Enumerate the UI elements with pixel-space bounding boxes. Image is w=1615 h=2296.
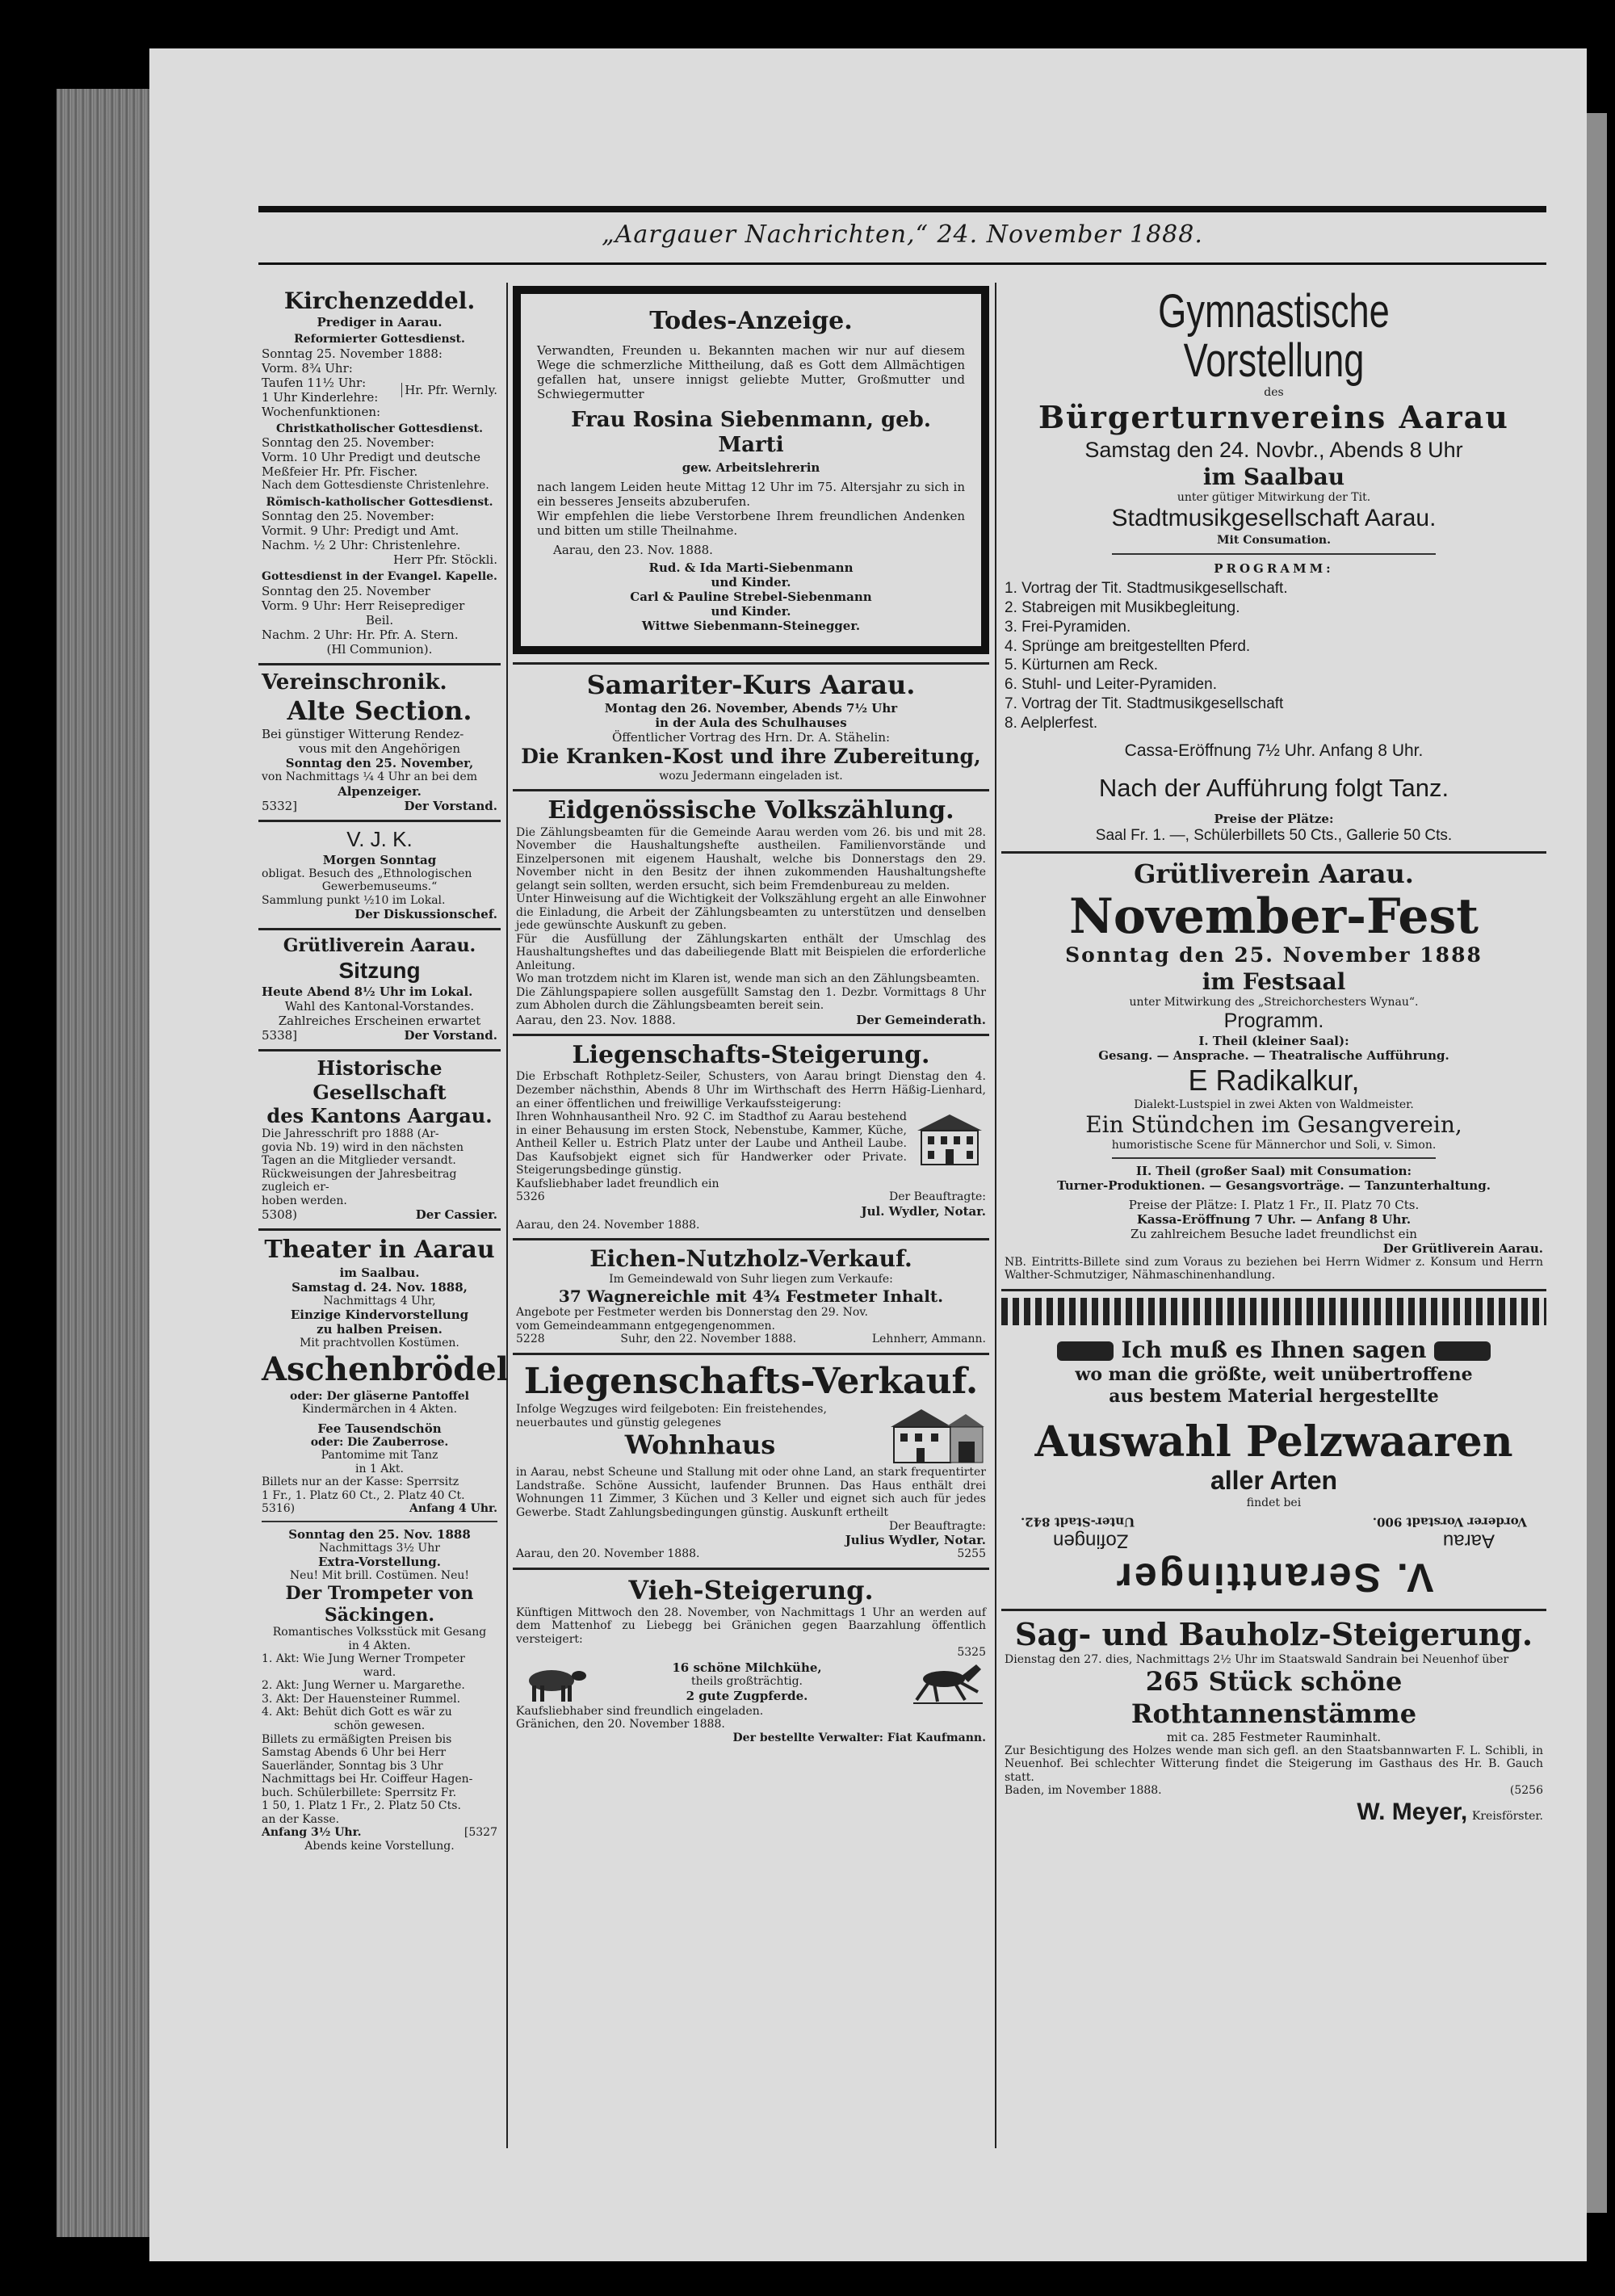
gym-program-list — [1005, 579, 1543, 732]
zaehlung-date: Aarau, den 23. Nov. 1888. — [516, 1012, 676, 1027]
verkauf-date: Aarau, den 20. November 1888. — [516, 1547, 700, 1561]
nov-einl: Zu zahlreichem Besuche ladet freundlichst ein — [1130, 1226, 1417, 1241]
gym-program-item: 5. Kürturnen am Reck. — [1005, 657, 1159, 674]
header-rule-top2 — [258, 209, 1546, 212]
theater-l11: Pantomime mit Tanz — [321, 1449, 438, 1463]
alte-l4: von Nachmittags ¼ 4 Uhr an bei dem — [262, 770, 478, 784]
gym-ort: im Saalbau — [1202, 463, 1345, 490]
nov-kassa: Kassa-Eröffnung 7 Uhr. — Anfang 8 Uhr. — [1136, 1211, 1412, 1227]
ev-head: Gottesdienst in der Evangel. Kapelle. — [262, 570, 497, 584]
column-divider-1 — [506, 283, 508, 2148]
samariter-l1: Montag den 26. November, Abends 7½ Uhr — [604, 701, 898, 716]
akt-1: 1. Akt: Wie Jung Werner Trompeter — [262, 1652, 465, 1666]
samariter-l5: wozu Jedermann eingeladen ist. — [659, 769, 843, 783]
column-2 — [513, 283, 989, 2140]
zaehlung-p4: Wo man trotzdem nicht im Klaren ist, wende man sich an den Zählungsbeamten. — [516, 972, 980, 986]
theater-l16: Sonntag den 25. Nov. 1888 — [288, 1526, 471, 1542]
sag-role: Kreisförster. — [1471, 1809, 1543, 1823]
nov-nb: NB. Eintritts-Billete sind zum Voraus zu beziehen bei Herrn Widmer z. Konsum und Herrn Walther-Schmutziger, Nähmaschinenhandlung. — [1005, 1255, 1543, 1282]
book-right-edge — [1587, 113, 1607, 2213]
pointing-hand-icon-right — [1434, 1341, 1491, 1361]
sag-p1: Zur Besichtigung des Holzes wende man sich gefl. an den Staatsbannwarten F. L. Schibli, in Neuenhof. Bei schlechter Witterung findet die Steigerung im Gasthaus des Hr. B. Gauch statt. — [1005, 1744, 1543, 1784]
chr-head: Christkatholischer Gottesdienst. — [276, 422, 483, 435]
vieh-sig: Der bestellte Verwalter: Fiat Kaufmann. — [732, 1731, 986, 1744]
trompeter-title: Der Trompeter von Säckingen. — [285, 1582, 474, 1626]
rk-date: Sonntag den 25. November: — [262, 509, 434, 524]
theater-l27: 1 50, 1. Platz 1 Fr., 2. Platz 50 Cts. — [262, 1799, 461, 1813]
theater-l25: Nachmittags bei Hr. Coiffeur Hagen- — [262, 1773, 473, 1786]
todes-title: Todes-Anzeige. — [649, 307, 853, 335]
theater-l18: Extra-Vorstellung. — [317, 1555, 442, 1570]
pelzwaaren-ad — [1001, 1332, 1546, 1611]
ref-head: Reformierter Gottesdienst. — [294, 333, 465, 346]
sag-date: Baden, im November 1888. — [1005, 1784, 1162, 1798]
zaehlung-title: Eidgenössische Volkszählung. — [547, 796, 954, 825]
kirchen-title: Kirchenzeddel. — [283, 288, 476, 314]
rk-l1: Vormit. 9 Uhr: Predigt und Amt. — [262, 523, 459, 539]
theater-title: Theater in Aarau — [264, 1236, 495, 1265]
sag-num: (5256 — [1509, 1784, 1543, 1798]
theater-l5: zu halben Preisen. — [317, 1322, 443, 1337]
liegens-p3: Kaufsliebhaber ladet freundlich ein — [516, 1177, 719, 1190]
theater-l8: Kindermärchen in 4 Akten. — [301, 1403, 458, 1417]
chr-l1: Vorm. 10 Uhr Predigt und deutsche — [262, 450, 480, 465]
todes-s2b: und Kinder. — [711, 604, 791, 619]
theater-aarau — [258, 1231, 509, 1857]
ev-l3: Nachm. 2 Uhr: Hr. Pfr. A. Stern. — [262, 627, 459, 642]
eichen-num: 5228 — [516, 1333, 545, 1346]
gym-program-item: 8. Aelplerfest. — [1005, 714, 1098, 732]
gymnastische-vorstellung — [1001, 283, 1546, 854]
alte-section-title: Alte Section. — [287, 695, 472, 727]
wohnhaus-title: Wohnhaus — [624, 1429, 776, 1461]
vieh-num: 5325 — [957, 1646, 986, 1660]
alte-l3: Sonntag den 25. November, — [285, 756, 474, 771]
zaehlung-sig: Der Gemeinderath. — [856, 1012, 986, 1027]
samariter-title: Samariter-Kurs Aarau. — [586, 669, 916, 701]
nov-preise: Preise der Plätze: I. Platz 1 Fr., II. Platz 70 Cts. — [1128, 1197, 1420, 1212]
zaehlung-p1: Die Zählungsbeamten für die Gemeinde Aarau werden vom 26. bis und mit 28. November die Haushaltungshefte austheilen. Familienvorstände und Einzelpersonen mit eigenem Haushalt, welche bis Donnerstags den 29. November nicht in den Besitz der ihnen zukommenden Haushaltungshefte gelangt sein sollten, werden ersucht, sich beim Fremdenbureau zu melden. — [516, 825, 986, 892]
zaehlung-p2: Unter Hinweisung auf die Wichtigkeit der Volkszählung ergeht an alle Einwohner die Einladung, die Arbeit der Zählungsbeamten zu unterstützen und denselben jede gewünschte Auskunft zu geben. — [516, 892, 986, 933]
hist-title1: Historische Gesellschaft — [313, 1056, 447, 1104]
liegens-date: Aarau, den 24. November 1888. — [516, 1218, 700, 1232]
theater-l24: Sauerländer, Sonntag bis 3 Uhr — [262, 1759, 443, 1773]
ref-block — [262, 361, 497, 419]
hist-l2: govia Nb. 19) wird in den nächsten — [262, 1140, 464, 1154]
nov-t2l: Turner-Produktionen. — Gesangsvorträge. — Tanzunterhaltung. — [1057, 1177, 1491, 1193]
gym-unter: unter gütiger Mitwirkung der Tit. — [1177, 490, 1371, 504]
rk-l2: Nachm. ½ 2 Uhr: Christenlehre. — [262, 538, 461, 553]
pelz-f2: Vorderer Vorstadt 900. — [1372, 1514, 1527, 1530]
nov-verein: Grütliverein Aarau. — [1134, 858, 1414, 889]
alte-l2: vous mit den Angehörigen — [298, 741, 461, 757]
theater-l3: Nachmittags 4 Uhr, — [323, 1294, 436, 1308]
gym-tanz: Nach der Aufführung folgt Tanz. — [1098, 773, 1449, 802]
gruetli-l3: Zahlreiches Erscheinen erwartet — [278, 1014, 481, 1029]
sitzung-title: Sitzung — [338, 958, 421, 984]
samariter-kurs — [513, 662, 989, 791]
gym-title: Gymnastische Vorstellung — [1158, 285, 1390, 387]
ev-l2: Beil. — [365, 612, 394, 628]
todes-role: gew. Arbeitslehrerin — [682, 460, 820, 476]
samariter-l3: Öffentlicher Vortrag des Hrn. Dr. A. Stähelin: — [611, 730, 891, 745]
gym-program-item: 4. Sprünge am breitgestellten Pferd. — [1005, 637, 1251, 655]
nov-t1: I. Theil (kleiner Saal): — [1198, 1033, 1349, 1048]
pelz-f1: Unter-Stadt 842. — [1021, 1514, 1135, 1530]
ref-l3: 1 Uhr Kinderlehre: — [262, 389, 379, 405]
nov-rad-sub: Dialekt-Lustspiel in zwei Akten von Waldmeister. — [1134, 1098, 1414, 1111]
sag-name: W. Meyer, — [1357, 1798, 1468, 1825]
cow-icon — [516, 1660, 589, 1705]
vjk-l4: Sammlung punkt ½10 im Lokal. — [262, 893, 446, 907]
akt-4: 4. Akt: Behüt dich Gott es wär zu — [262, 1706, 452, 1719]
nov-radikal: E Radikalkur, — [1188, 1063, 1360, 1097]
gruetli-sig: Der Vorstand. — [404, 1028, 497, 1043]
eichen-nutzholz — [513, 1240, 989, 1355]
nov-title: November-Fest — [1068, 888, 1479, 945]
theater-l13: Billets nur an der Kasse: Sperrsitz — [262, 1475, 459, 1489]
hist-l4: Rückweisungen der Jahresbeitrag zugleich er- — [262, 1167, 457, 1194]
pelz-l3: aus bestem Material hergestellte — [1109, 1385, 1439, 1407]
theater-l30: Abends keine Vorstellung. — [304, 1839, 455, 1853]
theater-l14: 1 Fr., 1. Platz 60 Ct., 2. Platz 40 Ct. — [262, 1488, 465, 1502]
pelz-arten: aller Arten — [1210, 1465, 1338, 1495]
liegens-title: Liegenschafts-Steigerung. — [572, 1040, 930, 1069]
gym-date: Samstag den 24. Novbr., Abends 8 Uhr — [1084, 437, 1463, 462]
akt-3: 3. Akt: Der Hauensteiner Rummel. — [262, 1692, 461, 1706]
theater-l15: Anfang 4 Uhr. — [409, 1502, 497, 1516]
vieh-l3: 2 gute Zugpferde. — [686, 1688, 808, 1703]
sag-l1: Dienstag den 27. dies, Nachmittags 2½ Uhr im Staatswald Sandrain bei Neuenhof über — [1005, 1652, 1509, 1666]
nov-prog: Programm. — [1223, 1009, 1324, 1033]
decorative-border — [1001, 1298, 1546, 1325]
chr-date: Sonntag den 25. November: — [262, 435, 434, 451]
ref-date: Sonntag 25. November 1888: — [262, 346, 443, 361]
gym-preise-l: Saal Fr. 1. —, Schülerbillets 50 Cts., Gallerie 50 Cts. — [1095, 826, 1453, 844]
november-fest — [1001, 854, 1546, 1291]
pelz-f4: Aarau — [1442, 1530, 1495, 1552]
liegenschafts-steigerung — [513, 1036, 989, 1240]
gym-verein: Bürgerturnvereins Aarau — [1038, 399, 1509, 436]
nov-ort: im Festsaal — [1202, 968, 1346, 995]
gruetli-l1: Heute Abend 8½ Uhr im Lokal. — [262, 984, 473, 1000]
farmhouse-icon — [889, 1403, 986, 1466]
todes-s3: Wittwe Siebenmann-Steinegger. — [641, 619, 861, 634]
eichen-l4: vom Gemeindeammann entgegengenommen. — [516, 1319, 775, 1333]
alte-sig: Der Vorstand. — [404, 799, 497, 813]
vjk-notice — [258, 822, 501, 930]
header-rule-bottom — [258, 262, 1546, 265]
eichen-sig: Lehnherr, Ammann. — [871, 1333, 986, 1346]
ev-l4: (Hl Communion). — [326, 641, 433, 657]
todes-anzeige — [513, 286, 989, 654]
theater-l17: Nachmittags 3½ Uhr — [319, 1541, 440, 1555]
theater-l2: Samstag d. 24. Nov. 1888, — [292, 1279, 468, 1295]
rk-l3: Herr Pfr. Stöckli. — [393, 552, 497, 568]
todes-s1: Rud. & Ida Marti-Siebenmann — [648, 560, 854, 576]
gym-program-item: 7. Vortrag der Tit. Stadtmusikgesellschaft — [1005, 695, 1284, 712]
theater-l6: Mit prachtvollen Kostümen. — [300, 1337, 459, 1350]
eichen-title: Eichen-Nutzholz-Verkauf. — [589, 1245, 912, 1273]
gym-program-item: 6. Stuhl- und Leiter-Pyramiden. — [1005, 676, 1217, 694]
gruetli-l2: Wahl des Kantonal-Vorstandes. — [284, 999, 475, 1014]
vieh-title: Vieh-Steigerung. — [628, 1574, 874, 1606]
samariter-l4: Die Kranken-Kost und ihre Zubereitung, — [521, 745, 981, 769]
column-divider-2 — [995, 283, 996, 2148]
todes-p2: nach langem Leiden heute Mittag 12 Uhr im 75. Altersjahr zu sich in ein besseres Jenseits abzuberufen. — [537, 480, 965, 510]
liegens-num: 5326 — [516, 1190, 545, 1204]
eichen-date: Suhr, den 22. November 1888. — [620, 1333, 797, 1346]
ref-pfr: Hr. Pfr. Wernly. — [401, 383, 497, 397]
vieh-steigerung — [513, 1570, 989, 1750]
hist-num: 5308) — [262, 1207, 298, 1223]
sag-bauholz — [1001, 1611, 1546, 1832]
nov-t1l: Gesang. — Ansprache. — Theatralische Aufführung. — [1098, 1047, 1449, 1063]
sag-l2: 265 Stück schöne Rothtannenstämme — [1130, 1666, 1417, 1729]
page-header: „Aargauer Nachrichten,“ 24. November 1888. — [602, 220, 1203, 249]
horse-icon — [905, 1660, 986, 1705]
hist-l5: hoben werden. — [262, 1194, 347, 1207]
nov-t2: II. Theil (großer Saal) mit Consumation: — [1135, 1163, 1412, 1178]
liegenschafts-verkauf — [513, 1355, 989, 1570]
liegens-p2: Ihren Wohnhausantheil Nro. 92 C. im Stadthof zu Aarau bestehend in einer Behausung im ersten Stock, Nebenstube, Kammer, Küche, Antheil Keller u. Estrich Platz unter der Laube und Antheil Laube. Das Kaufsobjekt eignet sich für Handwerker oder Private. Steigerungsbedinge günstig. — [516, 1110, 907, 1177]
hist-l3: Tagen an die Mitglieder versandt. — [262, 1154, 456, 1168]
eichen-l1: Im Gemeindewald von Suhr liegen zum Verkaufe: — [609, 1273, 893, 1287]
alte-l5: Alpenzeiger. — [338, 784, 422, 799]
ev-l1: Vorm. 9 Uhr: Herr Reiseprediger — [262, 598, 465, 613]
verkauf-l1: Infolge Wegzuges wird feilgeboten: Ein freistehendes, neuerbautes und günstig gelegenes — [516, 1403, 827, 1429]
vjk-sig: Der Diskussionschef. — [354, 907, 497, 922]
vjk-title: V. J. K. — [346, 827, 413, 851]
verkauf-beauf: Der Beauftragte: — [888, 1519, 986, 1533]
pointing-hand-icon — [1057, 1341, 1114, 1361]
theater-l21: in 4 Akten. — [348, 1639, 411, 1652]
vieh-p1: Künftigen Mittwoch den 28. November, von Nachmittags 1 Uhr an werden auf dem Mattenhof zu Liebegg bei Gränichen gegen Baarzahlung öffentlich versteigert: — [516, 1606, 986, 1646]
column-3 — [1001, 283, 1546, 2140]
theater-l26: buch. Schülerbillete: Sperrsitz Fr. — [262, 1786, 457, 1799]
theater-l23: Samstag Abends 6 Uhr bei Herr — [262, 1746, 447, 1760]
gym-musik: Stadtmusikgesellschaft Aarau. — [1111, 505, 1437, 532]
hist-title2: des Kantons Aargau. — [266, 1103, 493, 1127]
todes-p3: Wir empfehlen die liebe Verstorbene Ihrem freundlichen Andenken und bitten um stille Theilnahme. — [537, 509, 965, 539]
theater-num2: [5327 — [464, 1826, 497, 1840]
liegens-beauf: Der Beauftragte: — [888, 1190, 986, 1204]
liegens-p1: Die Erbschaft Rothpletz-Seiler, Schusters, von Aarau bringt Dienstag den 4. Dezember nächsthin, Abends 8 Uhr im Wirthschaft des Herrn Häßig-Lienhard, an einer öffentlichen und freiwillige Verkaufssteigerung: — [516, 1070, 986, 1110]
theater-l20: Romantisches Volksstück mit Gesang — [272, 1626, 487, 1639]
pelz-findet: findet bei — [1246, 1496, 1302, 1509]
gym-prog: PROGRAMM: — [1214, 561, 1334, 577]
kirchenzeddel — [258, 283, 501, 665]
book-edge — [57, 89, 162, 2237]
theater-l29: Anfang 3½ Uhr. — [262, 1826, 362, 1840]
pelz-l2: wo man die größte, weit unübertroffene — [1075, 1363, 1473, 1385]
theater-l1: im Saalbau. — [339, 1265, 420, 1280]
akt-2: 2. Akt: Jung Werner u. Margarethe. — [262, 1679, 465, 1693]
verkauf-p1: in Aarau, nebst Scheune und Stallung mit oder ohne Land, an stark frequentirter Landstraße. Schöne Aussicht, laufender Brunnen. Das Haus enthält drei Wohnungen 11 Zimmer, 3 Küchen und 3 Keller und eignet sich auch für jedes Gewerbe. Stadt Zahlungsbedingungen günstig. Auskunft ertheilt — [516, 1466, 986, 1519]
ev-date: Sonntag den 25. November — [262, 583, 430, 598]
column-1 — [258, 283, 509, 2140]
nov-date: Sonntag den 25. November 1888 — [1065, 943, 1483, 967]
gruetli-num: 5338] — [262, 1028, 298, 1043]
zaehlung-p5: Die Zählungspapiere sollen ausgefüllt Samstag den 1. Dezbr. Vormittags 8 Uhr zum Abholen durch die Zählungsbeamten bereit sein. — [516, 985, 986, 1013]
theater-l9: Fee Tausendschön — [317, 1421, 442, 1436]
todes-s1b: und Kinder. — [711, 575, 791, 590]
theater-l19: Neu! Mit brill. Costümen. Neu! — [289, 1569, 470, 1583]
hist-l1: Die Jahresschrift pro 1888 (Ar- — [262, 1127, 439, 1141]
gym-cassa: Cassa-Eröffnung 7½ Uhr. Anfang 8 Uhr. — [1124, 741, 1424, 761]
gym-cons: Mit Consumation. — [1217, 533, 1331, 547]
pelz-f3: Zofingen — [1053, 1530, 1129, 1552]
pelz-name: V. Seranttinger — [1114, 1555, 1434, 1601]
theater-l4: Einzige Kindervorstellung — [290, 1308, 469, 1323]
vjk-l2: obligat. Besuch des „Ethnologischen — [262, 867, 472, 880]
rk-head: Römisch-katholischer Gottesdienst. — [266, 495, 493, 509]
vieh-l4: Kaufsliebhaber sind freundlich eingeladen. — [516, 1704, 764, 1718]
kirchen-sub: Prediger in Aarau. — [317, 315, 443, 330]
theater-l10: oder: Die Zauberrose. — [310, 1435, 449, 1449]
nov-sig: Der Grütliverein Aarau. — [1382, 1240, 1543, 1256]
ref-l1: Vorm. 8¾ Uhr: — [262, 360, 353, 376]
alte-l1: Bei günstiger Witterung Rendez- — [262, 727, 464, 742]
volkszaehlung — [513, 791, 989, 1036]
todes-s2: Carl & Pauline Strebel-Siebenmann — [630, 590, 872, 605]
theater-l28: an der Kasse. — [262, 1812, 340, 1826]
verkauf-num: 5255 — [957, 1547, 986, 1561]
aschenbroedel-title: Aschenbrödel — [262, 1349, 509, 1388]
liegens-sig: Jul. Wydler, Notar. — [861, 1203, 986, 1219]
gym-program-item: 1. Vortrag der Tit. Stadtmusikgesellschaft. — [1005, 580, 1288, 598]
nov-stuend: Ein Stündchen im Gesangverein, — [1085, 1111, 1462, 1139]
ref-l4: Wochenfunktionen: — [262, 404, 381, 419]
pelz-title: Auswahl Pelzwaaren — [1034, 1417, 1513, 1467]
verkauf-sig: Julius Wydler, Notar. — [845, 1533, 986, 1548]
vieh-l1: 16 schöne Milchkühe, — [672, 1660, 822, 1676]
vieh-date: Gränichen, den 20. November 1888. — [516, 1718, 725, 1731]
gruetli-title: Grütliverein Aarau. — [283, 935, 476, 957]
chr-l2: Meßfeier Hr. Pfr. Fischer. — [262, 464, 418, 480]
gym-des: des — [1264, 385, 1284, 399]
gym-preise: Preise der Plätze: — [1214, 811, 1334, 826]
newspaper-page — [258, 206, 1546, 2144]
sag-l3: mit ca. 285 Festmeter Rauminhalt. — [1166, 1729, 1382, 1744]
ref-l2: Taufen 11½ Uhr: — [262, 375, 367, 390]
vereinschronik — [258, 665, 501, 822]
vjk-l1: Morgen Sonntag — [322, 852, 437, 867]
theater-num1: 5316) — [262, 1502, 296, 1516]
vereins-title: Vereinschronik. — [262, 669, 447, 695]
todes-date: Aarau, den 23. Nov. 1888. — [553, 543, 713, 558]
theater-l22: Billets zu ermäßigten Preisen bis — [262, 1732, 452, 1746]
upside-down-block — [1005, 1514, 1543, 1601]
house-icon — [913, 1110, 986, 1167]
gym-program-item: 3. Frei-Pyramiden. — [1005, 618, 1131, 636]
akt-1b: ward. — [363, 1665, 396, 1679]
samariter-l2: in der Aula des Schulhauses — [655, 716, 847, 731]
theater-l7: oder: Der gläserne Pantoffel — [290, 1389, 469, 1403]
gruetli-sitzung — [258, 930, 501, 1051]
verkauf-title: Liegenschafts-Verkauf. — [523, 1360, 979, 1402]
akt-4b: schön gewesen. — [333, 1719, 426, 1732]
gym-program-item: 2. Stabreigen mit Musikbegleitung. — [1005, 599, 1240, 617]
pelz-l1: Ich muß es Ihnen sagen — [1121, 1336, 1427, 1363]
vieh-l2: theils großträchtig. — [691, 1675, 803, 1689]
sag-title: Sag- und Bauholz-Steigerung. — [1014, 1615, 1533, 1652]
todes-p1: Verwandten, Freunden u. Bekannten machen wir nur auf diesem Wege die schmerzliche Mittheilung, daß es Gott dem Allmächtigen gefallen hat, unsere innigst geliebte Mutter, Großmutter und Schwiegermutter — [537, 342, 965, 401]
eichen-l2: 37 Wagnereichle mit 4¾ Festmeter Inhalt. — [558, 1286, 944, 1306]
alte-num: 5332] — [262, 799, 298, 813]
theater-l12: in 1 Akt. — [355, 1462, 404, 1475]
nov-unter: unter Mitwirkung des „Streichorchesters Wynau“. — [1129, 995, 1419, 1009]
historische-gesellschaft — [258, 1051, 501, 1231]
chr-l3: Nach dem Gottesdienste Christenlehre. — [262, 479, 489, 493]
vjk-l3: Gewerbemuseums.“ — [321, 880, 438, 894]
eichen-l3: Angebote per Festmeter werden bis Donnerstag den 29. Nov. — [516, 1306, 868, 1320]
nov-st-sub: humoristische Scene für Männerchor und Soli, v. Simon. — [1111, 1139, 1437, 1152]
zaehlung-p3: Für die Ausfüllung der Zählungskarten enthält der Umschlag des Haushaltungsheftes und das dabeiliegende Blatt mit Beispielen die erforderliche Anleitung. — [516, 932, 986, 972]
todes-name: Frau Rosina Siebenmann, geb. Marti — [571, 407, 931, 458]
hist-sig: Der Cassier. — [415, 1207, 497, 1223]
